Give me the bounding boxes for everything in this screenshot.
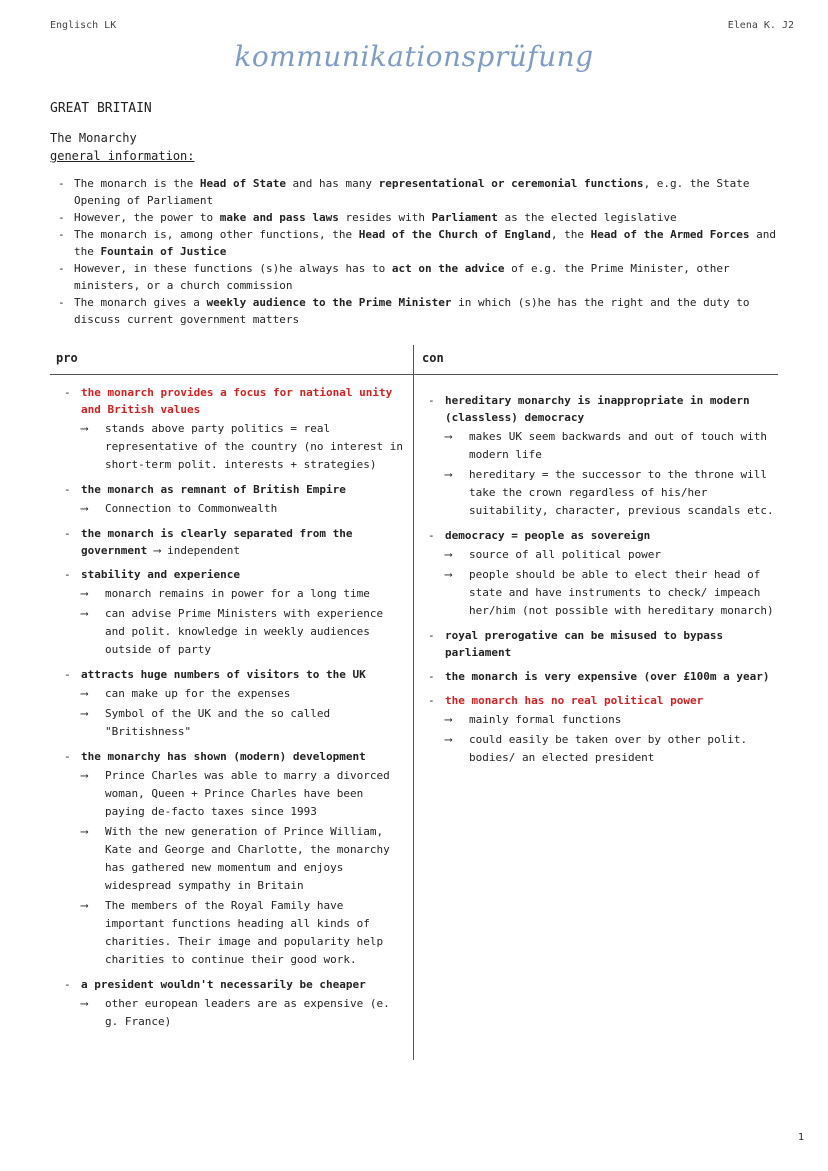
sub-point-text: The members of the Royal Family have important functions heading all kinds of charities. Their image and popularity help charities to continue their good work. (105, 899, 384, 966)
con-point-heading (445, 392, 776, 426)
heading-text: democracy = people as sovereign (445, 529, 651, 542)
sub-point-text: Prince Charles was able to marry a divorced woman, Queen + Prince Charles have been paying de-facto taxes since 1993 (105, 769, 390, 818)
sub-point-text: people should be able to elect their head of state and have instruments to check/ impeach her/him (not possible with hereditary monarch) (469, 568, 774, 617)
text: , the (550, 228, 591, 241)
arrow-icon: ⟶ (81, 825, 88, 838)
sub-point-text: could easily be taken over by other polit. bodies/ an elected president (469, 733, 748, 764)
pro-sub-point (81, 585, 409, 603)
intro-item (58, 209, 793, 226)
bold-text: Parliament (431, 211, 498, 224)
inline-note: independent (167, 544, 240, 557)
heading-text: stability and experience (81, 568, 240, 581)
heading-text: the monarch is very expensive (over £100m a year) (445, 670, 770, 683)
pro-sub-point (81, 823, 409, 895)
arrow-icon: ⟶ (81, 422, 88, 435)
text: The monarch is, among other functions, the (74, 228, 359, 241)
text: resides with (338, 211, 432, 224)
con-sub-point (445, 711, 776, 729)
arrow-icon: ⟶ (445, 713, 452, 726)
con-point (428, 692, 776, 767)
intro-list (58, 175, 793, 328)
heading-text: a president wouldn't necessarily be cheaper (81, 978, 366, 991)
arrow-icon: ⟶ (445, 548, 452, 561)
arrow-icon: ⟶ (147, 544, 168, 557)
pro-sub-point (81, 685, 409, 703)
heading-text: hereditary monarchy is inappropriate in modern (classless) democracy (445, 394, 750, 424)
pro-point-heading (81, 566, 409, 583)
sub-point-text: monarch remains in power for a long time (105, 587, 370, 600)
pro-sub-point (81, 605, 409, 659)
sub-point-text: Connection to Commonwealth (105, 502, 278, 515)
pro-point-heading (81, 976, 409, 993)
text: and has many (285, 177, 379, 190)
con-point (428, 527, 776, 620)
bold-text: Fountain of Justice (100, 245, 227, 258)
bold-text: Head of the Church of England (358, 228, 551, 241)
pro-sub-point (81, 420, 409, 474)
sub-point-text: can make up for the expenses (105, 687, 291, 700)
sub-point-text: can advise Prime Ministers with experience and polit. knowledge in weekly audiences outside of party (105, 607, 384, 656)
sub-point-text: With the new generation of Prince William, Kate and George and Charlotte, the monarchy has gathered new momentum and enjoys widespread sympathy in Britain (105, 825, 390, 892)
text: of e.g. the Prime Minister, other ministers, or a church commission (74, 262, 730, 292)
pro-sub-point (81, 500, 409, 518)
sub-point-text: makes UK seem backwards and out of touch with modern life (469, 430, 768, 461)
pro-point (64, 976, 409, 1031)
arrow-icon: ⟶ (81, 687, 88, 700)
arrow-icon: ⟶ (445, 430, 452, 443)
table-divider-vertical (413, 345, 414, 1060)
sub-point-text: Symbol of the UK and the so called "Britishness" (105, 707, 331, 738)
pro-column (64, 384, 409, 1038)
heading-text: the monarch is clearly separated from the government (81, 527, 353, 557)
con-point (428, 392, 776, 520)
pro-point-heading (81, 748, 409, 765)
bold-text: make and pass laws (219, 211, 339, 224)
heading-text: the monarchy has shown (modern) development (81, 750, 366, 763)
text: However, in these functions (s)he always has to (74, 262, 392, 275)
con-point (428, 668, 776, 685)
arrow-icon: ⟶ (81, 502, 88, 515)
author-label: Elena K. J2 (727, 20, 794, 31)
heading-text: the monarch as remnant of British Empire (81, 483, 346, 496)
sub-point-text: stands above party politics = real representative of the country (no interest in short-term polit. interests + strategies) (105, 422, 404, 471)
con-sub-point (445, 466, 776, 520)
con-point-heading (445, 668, 776, 685)
con-column-header: con (422, 351, 444, 365)
text: as the elected legislative (497, 211, 677, 224)
arrow-icon: ⟶ (81, 769, 88, 782)
intro-item (58, 294, 793, 328)
arrow-icon: ⟶ (81, 607, 88, 620)
sub-point-text: other european leaders are as expensive (e. g. France) (105, 997, 390, 1028)
subsubheading: general information: (50, 149, 195, 163)
section-title: GREAT BRITAIN (50, 101, 152, 116)
intro-item (58, 175, 793, 209)
con-point-heading (445, 692, 776, 709)
pro-sub-point (81, 767, 409, 821)
text: and the (74, 228, 777, 258)
pro-point (64, 384, 409, 474)
pro-point-heading (81, 384, 409, 418)
subheading: The Monarchy (50, 131, 137, 145)
pro-sub-point (81, 705, 409, 741)
heading-text: the monarch provides a focus for national unity and British values (81, 386, 393, 416)
pro-point (64, 481, 409, 518)
heading-text: attracts huge numbers of visitors to the UK (81, 668, 366, 681)
pro-point (64, 748, 409, 969)
pro-point-heading (81, 481, 409, 498)
sub-point-text: source of all political power (469, 548, 662, 561)
con-sub-point (445, 428, 776, 464)
bold-text: act on the advice (391, 262, 505, 275)
con-sub-point (445, 566, 776, 620)
page-number: 1 (797, 1132, 804, 1143)
intro-item (58, 260, 793, 294)
text: in which (s)he has the right and the duty to discuss current government matters (74, 296, 750, 326)
arrow-icon: ⟶ (445, 468, 452, 481)
arrow-icon: ⟶ (81, 587, 88, 600)
arrow-icon: ⟶ (81, 707, 88, 720)
sub-point-text: mainly formal functions (469, 713, 622, 726)
arrow-icon: ⟶ (81, 997, 88, 1010)
text: However, the power to (74, 211, 220, 224)
pro-column-header: pro (56, 351, 78, 365)
page-title: kommunikationsprüfung (234, 40, 594, 73)
arrow-icon: ⟶ (445, 733, 452, 746)
sub-point-text: hereditary = the successor to the throne will take the crown regardless of his/her suitability, character, previous scandals etc. (469, 468, 774, 517)
text: , e.g. the State Opening of Parliament (74, 177, 750, 207)
bold-text: weekly audience to the Prime Minister (206, 296, 452, 309)
pro-sub-point (81, 897, 409, 969)
pro-point (64, 666, 409, 741)
heading-text: the monarch has no real political power (445, 694, 704, 707)
pro-point (64, 566, 409, 659)
text: The monarch is the (74, 177, 200, 190)
bold-text: Head of State (199, 177, 286, 190)
pro-point-heading (81, 666, 409, 683)
con-point (428, 627, 776, 661)
text: The monarch gives a (74, 296, 207, 309)
con-point-heading (445, 627, 776, 661)
bold-text: representational or ceremonial functions (378, 177, 644, 190)
pro-point (64, 525, 409, 559)
heading-text: royal prerogative can be misused to bypass parliament (445, 629, 724, 659)
course-label: Englisch LK (50, 20, 117, 31)
pro-sub-point (81, 995, 409, 1031)
table-divider-horizontal (50, 374, 778, 375)
con-column (428, 392, 776, 774)
arrow-icon: ⟶ (445, 568, 452, 581)
con-point-heading (445, 527, 776, 544)
arrow-icon: ⟶ (81, 899, 88, 912)
con-sub-point (445, 546, 776, 564)
con-sub-point (445, 731, 776, 767)
bold-text: Head of the Armed Forces (590, 228, 750, 241)
intro-item (58, 226, 793, 260)
pro-point-heading (81, 525, 409, 559)
